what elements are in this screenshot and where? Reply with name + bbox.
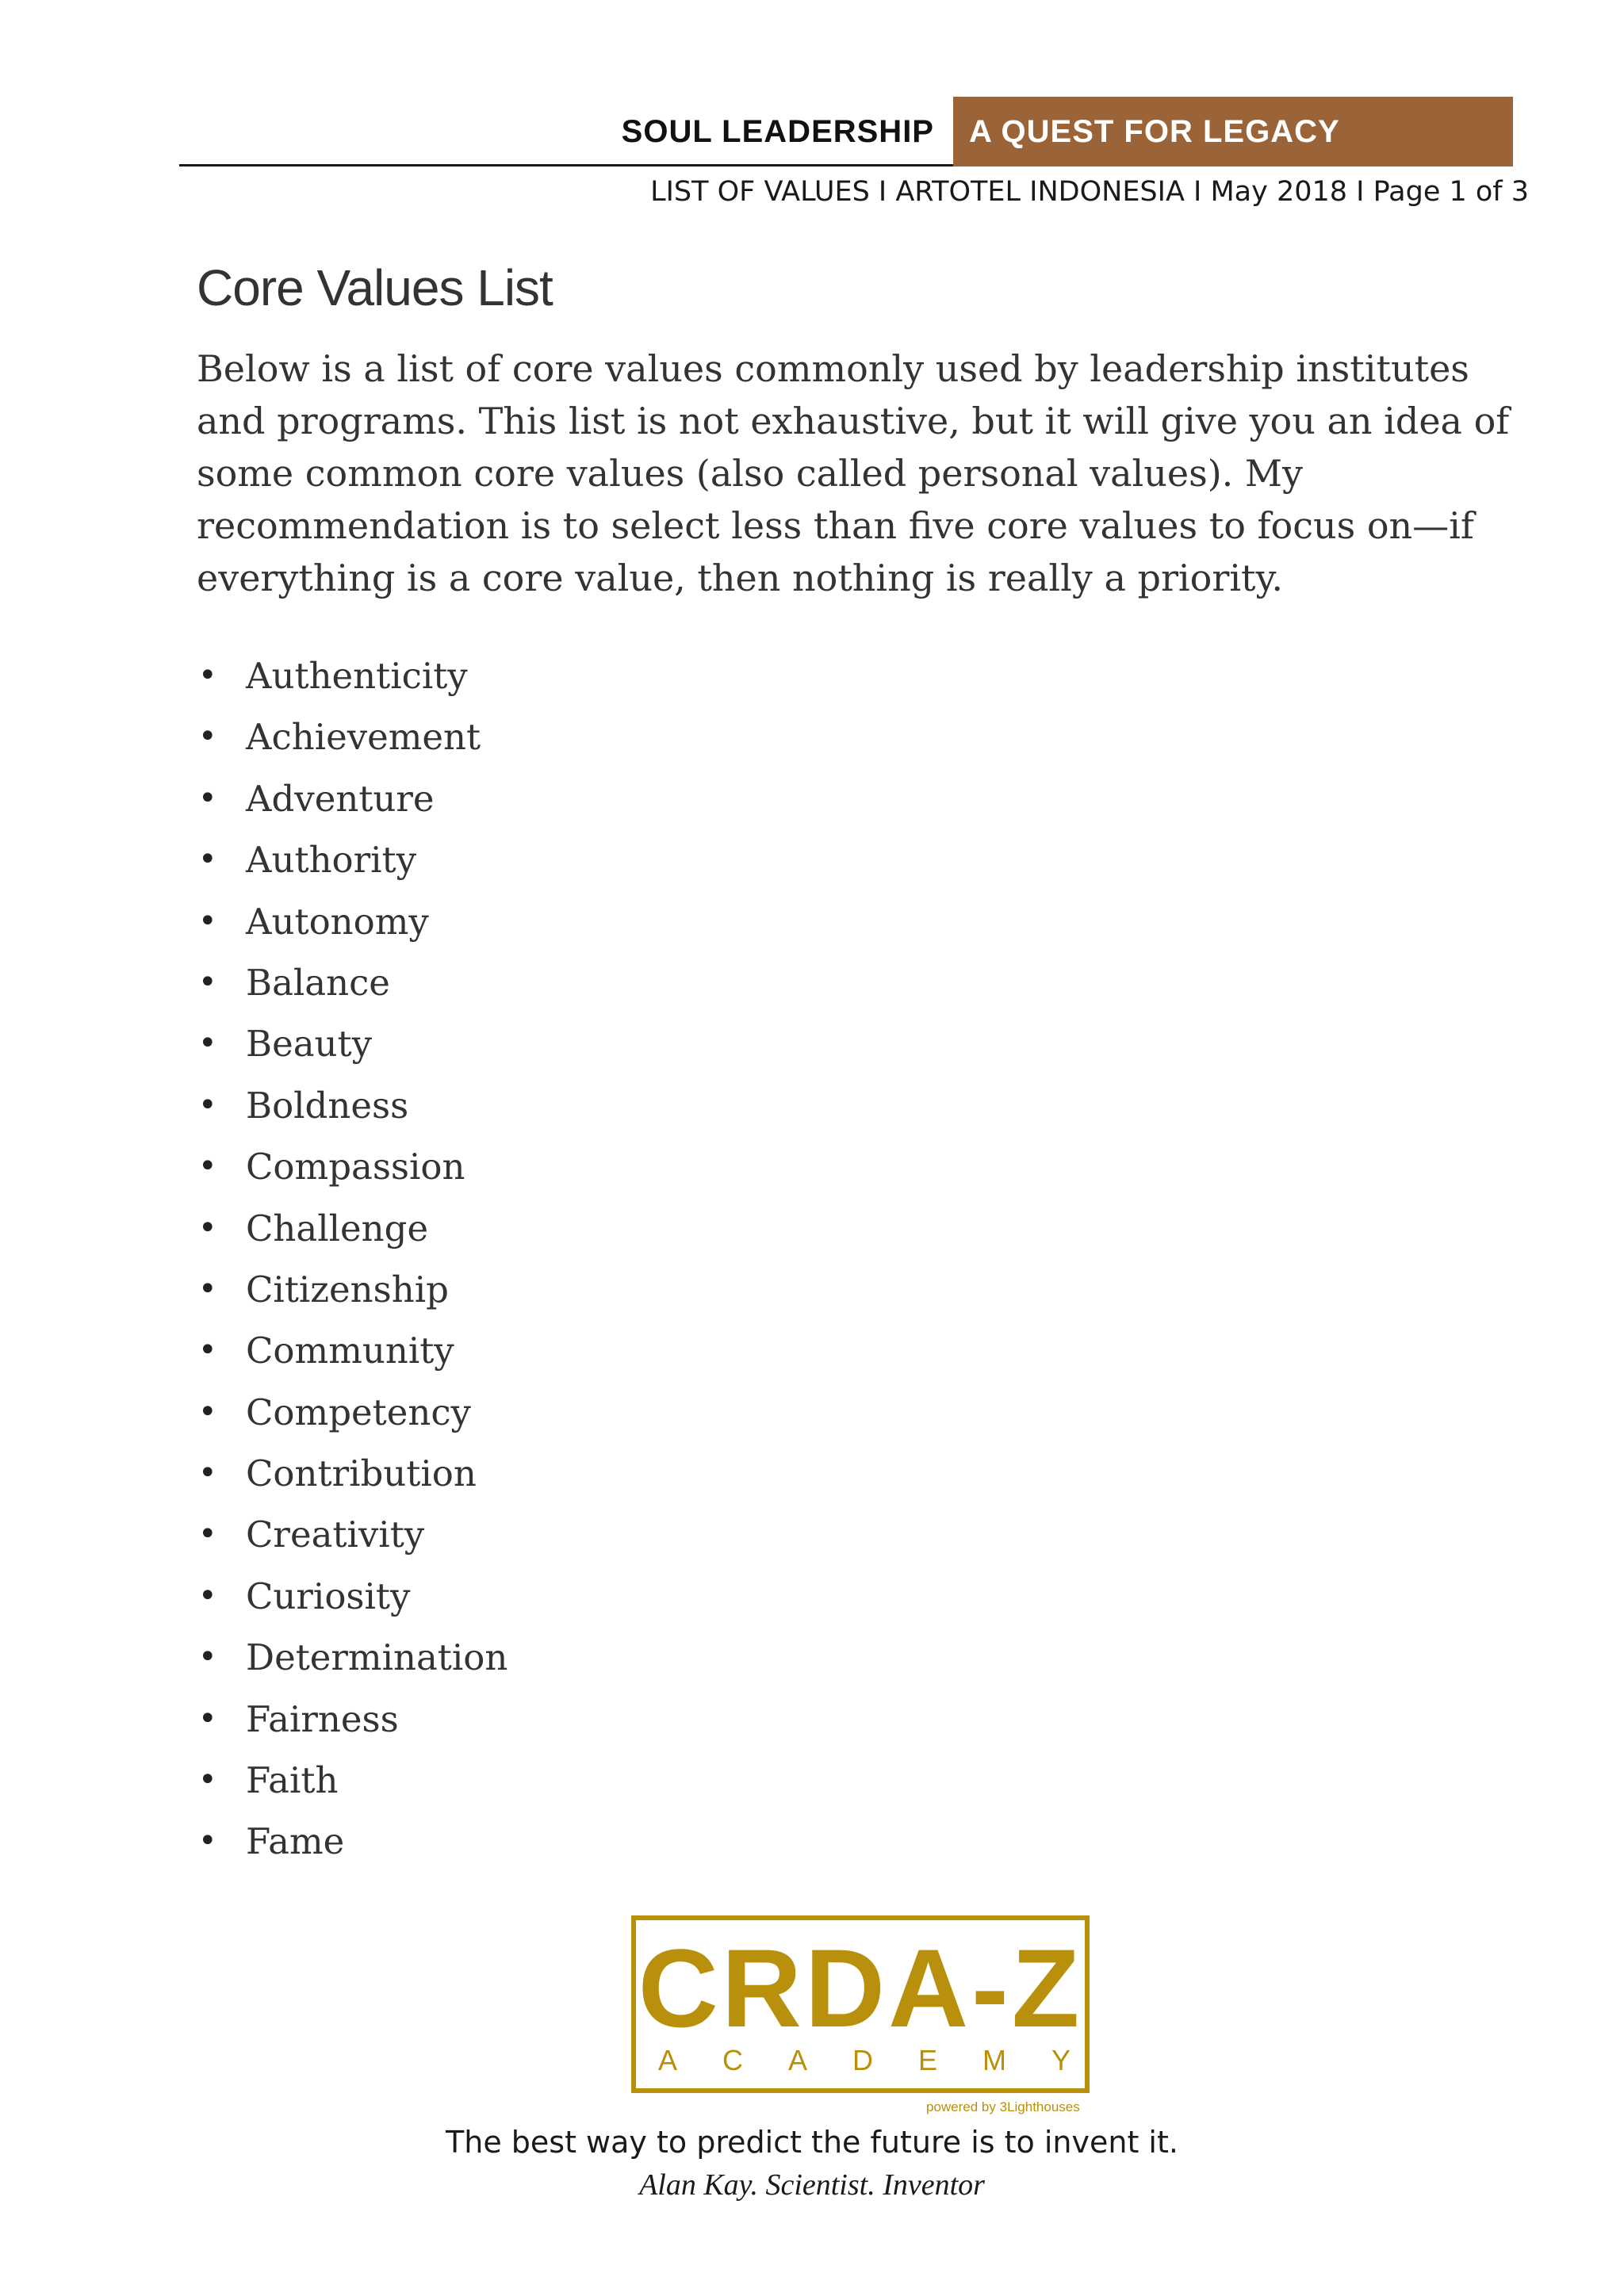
bullet-icon: • xyxy=(198,841,217,878)
list-item xyxy=(197,1075,508,1136)
list-item xyxy=(197,1750,508,1811)
bullet-icon: • xyxy=(198,1639,217,1676)
value-label: Autonomy xyxy=(246,900,429,943)
bullet-icon: • xyxy=(198,1086,217,1123)
page-title: Core Values List xyxy=(197,259,553,316)
crda-z-academy-logo xyxy=(631,1915,1090,2093)
list-item xyxy=(197,829,508,890)
value-label: Creativity xyxy=(246,1513,425,1556)
value-label: Fairness xyxy=(246,1697,399,1740)
bullet-icon: • xyxy=(198,1823,217,1860)
value-label: Contribution xyxy=(246,1452,477,1495)
value-label: Competency xyxy=(246,1391,471,1433)
value-label: Challenge xyxy=(246,1207,429,1249)
logo-letter: E xyxy=(917,2044,937,2076)
value-label: Balance xyxy=(246,961,390,1004)
list-item xyxy=(197,1259,508,1320)
value-label: Citizenship xyxy=(246,1268,449,1311)
logo-academy-letters xyxy=(658,2044,1071,2077)
bullet-icon: • xyxy=(198,779,217,817)
bullet-icon: • xyxy=(198,718,217,756)
bullet-icon: • xyxy=(198,1762,217,1799)
bullet-icon: • xyxy=(198,1209,217,1246)
value-label: Faith xyxy=(246,1759,339,1802)
bullet-icon: • xyxy=(198,963,217,1001)
logo-letter: A xyxy=(787,2044,807,2076)
bullet-icon: • xyxy=(198,1148,217,1185)
list-item xyxy=(197,768,508,829)
list-item xyxy=(197,645,508,706)
logo-letter: A xyxy=(658,2044,678,2076)
list-item xyxy=(197,1136,508,1197)
bullet-icon: • xyxy=(198,1516,217,1553)
header-brand-bar xyxy=(179,97,953,166)
bullet-icon: • xyxy=(198,1332,217,1369)
footer-quote: The best way to predict the future is to invent it. xyxy=(446,2125,1178,2160)
header-tagline: A QUEST FOR LEGACY xyxy=(969,114,1340,149)
logo-letter: Y xyxy=(1051,2044,1071,2076)
value-label: Beauty xyxy=(246,1023,373,1066)
bullet-icon: • xyxy=(198,1455,217,1492)
list-item xyxy=(197,1504,508,1565)
bullet-icon: • xyxy=(198,1700,217,1737)
bullet-icon: • xyxy=(198,902,217,939)
logo-letter: C xyxy=(722,2044,743,2076)
value-label: Community xyxy=(246,1330,454,1372)
value-label: Compassion xyxy=(246,1146,465,1188)
bullet-icon: • xyxy=(198,1393,217,1430)
list-item xyxy=(197,1198,508,1259)
list-item xyxy=(197,1689,508,1750)
value-label: Boldness xyxy=(246,1084,409,1127)
header-tagline-bar xyxy=(953,97,1513,166)
list-item xyxy=(197,1627,508,1688)
quote-author: Alan Kay. Scientist. Inventor xyxy=(639,2168,985,2202)
list-item xyxy=(197,1566,508,1627)
bullet-icon: • xyxy=(198,1270,217,1307)
list-item xyxy=(197,1320,508,1381)
value-label: Determination xyxy=(246,1636,508,1679)
bullet-icon: • xyxy=(198,657,217,694)
list-item xyxy=(197,706,508,767)
bullet-icon: • xyxy=(198,1025,217,1062)
document-subheader: LIST OF VALUES I ARTOTEL INDONESIA I May 2018 I Page 1 of 3 xyxy=(650,176,1529,208)
value-label: Curiosity xyxy=(246,1575,411,1617)
header-brand: SOUL LEADERSHIP xyxy=(621,114,934,149)
value-label: Fame xyxy=(246,1820,345,1863)
list-item xyxy=(197,1443,508,1504)
value-label: Achievement xyxy=(246,716,481,759)
value-label: Authority xyxy=(246,839,417,882)
list-item xyxy=(197,952,508,1013)
logo-letter: M xyxy=(982,2044,1006,2076)
powered-by-text: powered by 3Lighthouses xyxy=(926,2099,1080,2114)
list-item xyxy=(197,891,508,952)
list-item xyxy=(197,1811,508,1872)
logo-wordmark: CRDA-Z xyxy=(638,1926,1083,2050)
list-item xyxy=(197,1382,508,1443)
value-label: Adventure xyxy=(246,777,435,820)
bullet-icon: • xyxy=(198,1577,217,1614)
intro-paragraph: Below is a list of core values commonly used by leadership institutes and programs. This list is not exhaustive, but it will give you an idea of some common core values (also called personal values). My recommendation is to select less than five core values to focus on—if everything is a core value, then nothing is really a priority. xyxy=(197,347,1510,599)
logo-letter: D xyxy=(852,2044,873,2076)
list-item xyxy=(197,1013,508,1074)
value-label: Authenticity xyxy=(246,655,468,697)
core-values-list xyxy=(197,645,508,1873)
